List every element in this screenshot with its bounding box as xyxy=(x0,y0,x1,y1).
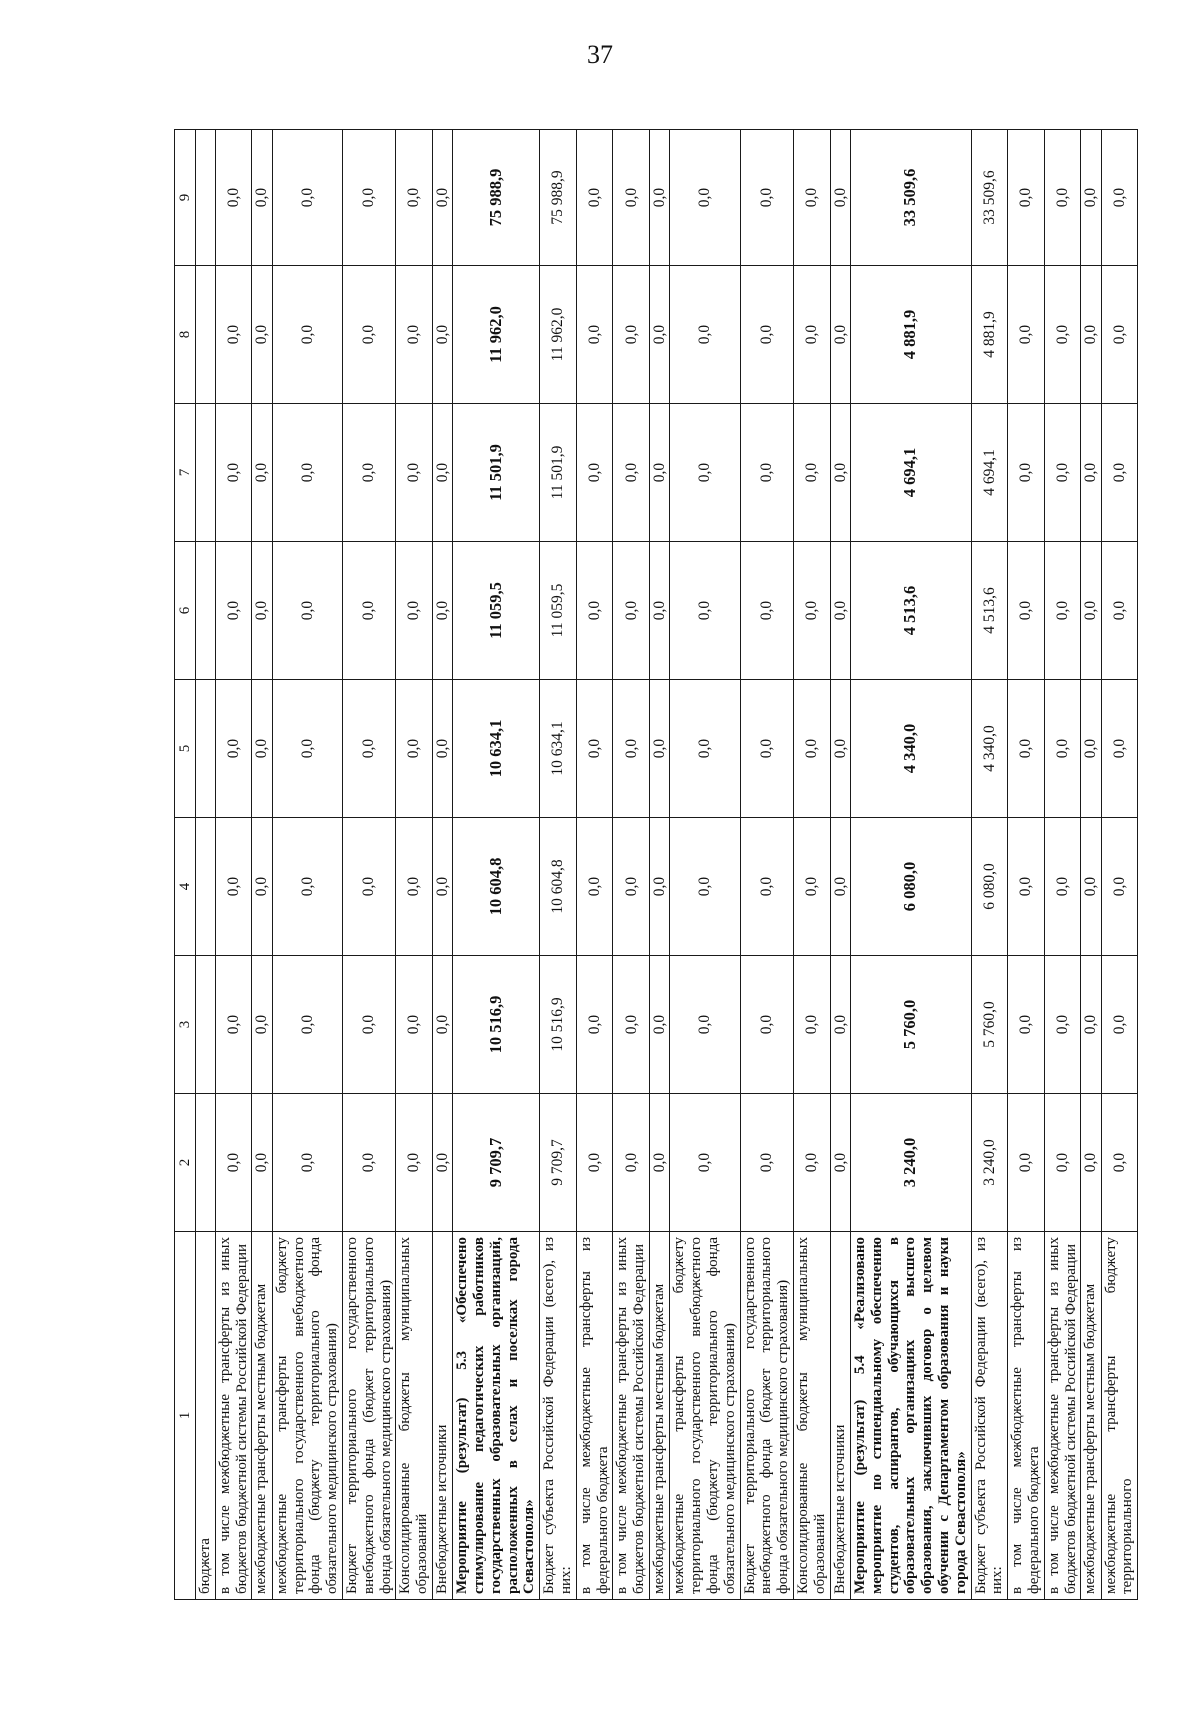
row-label: межбюджетные трансферты местным бюджетам xyxy=(252,1232,272,1600)
value-cell: 0,0 xyxy=(613,542,650,680)
row-label: Внебюджетные источники xyxy=(432,1232,452,1600)
value-cell: 0,0 xyxy=(793,1094,830,1232)
value-cell: 0,0 xyxy=(740,266,793,404)
value-cell: 0,0 xyxy=(432,956,452,1094)
value-cell: 4 881,9 xyxy=(971,266,1008,404)
value-cell: 0,0 xyxy=(396,680,433,818)
value-cell: 0,0 xyxy=(1101,680,1138,818)
value-cell: 0,0 xyxy=(613,130,650,266)
value-cell: 0,0 xyxy=(613,1094,650,1232)
value-cell: 0,0 xyxy=(432,266,452,404)
value-cell: 0,0 xyxy=(793,130,830,266)
value-cell: 0,0 xyxy=(670,680,740,818)
value-cell: 0,0 xyxy=(830,818,850,956)
row-label: Консолидированные бюджеты муниципальных образований xyxy=(396,1232,433,1600)
value-cell: 0,0 xyxy=(650,542,670,680)
value-cell: 0,0 xyxy=(396,818,433,956)
row-label: Внебюджетные источники xyxy=(830,1232,850,1600)
value-cell: 11 059,5 xyxy=(453,542,540,680)
value-cell: 0,0 xyxy=(272,404,342,542)
value-cell: 10 516,9 xyxy=(453,956,540,1094)
value-cell: 33 509,6 xyxy=(971,130,1008,266)
table-row xyxy=(432,130,452,1600)
value-cell: 0,0 xyxy=(793,404,830,542)
value-cell: 0,0 xyxy=(342,542,395,680)
value-cell: 0,0 xyxy=(1008,680,1045,818)
table-row xyxy=(1101,130,1138,1600)
value-cell: 0,0 xyxy=(670,956,740,1094)
table-row xyxy=(971,130,1008,1600)
value-cell: 4 340,0 xyxy=(850,680,971,818)
table-row xyxy=(396,130,433,1600)
value-cell: 0,0 xyxy=(272,542,342,680)
value-cell: 4 513,6 xyxy=(971,542,1008,680)
value-cell: 0,0 xyxy=(793,266,830,404)
value-cell: 5 760,0 xyxy=(850,956,971,1094)
value-cell: 0,0 xyxy=(396,1094,433,1232)
table-row xyxy=(1008,130,1045,1600)
value-cell: 0,0 xyxy=(432,1094,452,1232)
value-cell: 0,0 xyxy=(432,680,452,818)
value-cell: 0,0 xyxy=(252,130,272,266)
value-cell: 0,0 xyxy=(650,818,670,956)
value-cell: 0,0 xyxy=(1008,818,1045,956)
value-cell: 0,0 xyxy=(432,542,452,680)
column-header: 2 xyxy=(175,1094,196,1232)
value-cell: 0,0 xyxy=(576,680,613,818)
table-row xyxy=(740,130,793,1600)
value-cell: 0,0 xyxy=(1008,956,1045,1094)
value-cell: 0,0 xyxy=(432,404,452,542)
row-label: Бюджет территориального государственного внебюджетного фонда (бюджет территориального фонда обязательного медицинского страхования) xyxy=(740,1232,793,1600)
value-cell: 0,0 xyxy=(576,956,613,1094)
value-cell: 0,0 xyxy=(252,404,272,542)
value-cell: 0,0 xyxy=(740,130,793,266)
table-row xyxy=(272,130,342,1600)
value-cell: 0,0 xyxy=(215,542,252,680)
column-header: 5 xyxy=(175,680,196,818)
row-label: в том числе межбюджетные трансферты из иных бюджетов бюджетной системы Российской Федерации xyxy=(613,1232,650,1600)
value-cell: 0,0 xyxy=(1081,1094,1101,1232)
value-cell: 0,0 xyxy=(342,266,395,404)
value-cell: 0,0 xyxy=(1081,130,1101,266)
row-label: Бюджет территориального государственного внебюджетного фонда (бюджет территориального фонда обязательного медицинского страхования) xyxy=(342,1232,395,1600)
value-cell: 0,0 xyxy=(272,680,342,818)
value-cell: 0,0 xyxy=(342,956,395,1094)
table-row xyxy=(613,130,650,1600)
value-cell: 0,0 xyxy=(396,542,433,680)
value-cell: 0,0 xyxy=(1044,680,1081,818)
value-cell: 0,0 xyxy=(1081,956,1101,1094)
row-label: Бюджет субъекта Российской Федерации (всего), из них: xyxy=(540,1232,577,1600)
row-label: в том числе межбюджетные трансферты из иных бюджетов бюджетной системы Российской Федерации xyxy=(215,1232,252,1600)
value-cell xyxy=(196,818,216,956)
value-cell: 33 509,6 xyxy=(850,130,971,266)
value-cell: 0,0 xyxy=(650,130,670,266)
value-cell: 0,0 xyxy=(650,956,670,1094)
value-cell xyxy=(196,404,216,542)
row-label: в том числе межбюджетные трансферты из иных бюджетов бюджетной системы Российской Федерации xyxy=(1044,1232,1081,1600)
value-cell xyxy=(196,680,216,818)
table-row xyxy=(196,130,216,1600)
column-header: 9 xyxy=(175,130,196,266)
value-cell: 0,0 xyxy=(342,404,395,542)
table-row xyxy=(576,130,613,1600)
value-cell: 0,0 xyxy=(215,818,252,956)
value-cell: 6 080,0 xyxy=(850,818,971,956)
row-label: Мероприятие (результат) 5.4 «Реализовано мероприятие по стипендиальному обеспечению студентов, аспирантов, обучающихся в образовательных организациях высшего образования, заключивших договор о целевом обучении с Департаментом образования и науки города Севастополя» xyxy=(850,1232,971,1600)
row-label: в том числе межбюджетные трансферты из федерального бюджета xyxy=(576,1232,613,1600)
value-cell: 0,0 xyxy=(670,130,740,266)
value-cell: 0,0 xyxy=(1081,680,1101,818)
value-cell: 0,0 xyxy=(215,956,252,1094)
value-cell: 11 059,5 xyxy=(540,542,577,680)
value-cell: 0,0 xyxy=(342,1094,395,1232)
value-cell: 0,0 xyxy=(740,680,793,818)
value-cell: 10 634,1 xyxy=(453,680,540,818)
value-cell: 10 634,1 xyxy=(540,680,577,818)
value-cell: 0,0 xyxy=(215,1094,252,1232)
table-row xyxy=(670,130,740,1600)
value-cell: 0,0 xyxy=(613,956,650,1094)
value-cell: 0,0 xyxy=(830,404,850,542)
value-cell xyxy=(196,266,216,404)
value-cell: 0,0 xyxy=(215,130,252,266)
table-row xyxy=(1044,130,1081,1600)
value-cell: 0,0 xyxy=(1044,404,1081,542)
value-cell: 0,0 xyxy=(740,818,793,956)
column-header: 7 xyxy=(175,404,196,542)
value-cell: 0,0 xyxy=(613,680,650,818)
budget-table xyxy=(174,129,1138,1600)
value-cell: 0,0 xyxy=(272,130,342,266)
value-cell: 0,0 xyxy=(576,542,613,680)
value-cell: 0,0 xyxy=(1008,1094,1045,1232)
value-cell: 0,0 xyxy=(1101,266,1138,404)
value-cell: 0,0 xyxy=(650,404,670,542)
value-cell: 0,0 xyxy=(830,956,850,1094)
value-cell: 0,0 xyxy=(432,130,452,266)
value-cell: 0,0 xyxy=(576,130,613,266)
value-cell: 0,0 xyxy=(252,818,272,956)
row-label: в том числе межбюджетные трансферты из федерального бюджета xyxy=(1008,1232,1045,1600)
value-cell: 6 080,0 xyxy=(971,818,1008,956)
value-cell: 0,0 xyxy=(650,680,670,818)
value-cell: 0,0 xyxy=(342,680,395,818)
value-cell: 0,0 xyxy=(740,956,793,1094)
value-cell: 0,0 xyxy=(432,818,452,956)
value-cell: 0,0 xyxy=(1081,266,1101,404)
value-cell: 0,0 xyxy=(576,266,613,404)
value-cell: 4 513,6 xyxy=(850,542,971,680)
table-row-measure xyxy=(453,130,540,1600)
value-cell: 0,0 xyxy=(272,266,342,404)
value-cell xyxy=(196,130,216,266)
value-cell: 0,0 xyxy=(576,1094,613,1232)
value-cell: 0,0 xyxy=(252,680,272,818)
value-cell: 0,0 xyxy=(1008,266,1045,404)
table-row xyxy=(793,130,830,1600)
value-cell: 0,0 xyxy=(670,1094,740,1232)
table-row xyxy=(1081,130,1101,1600)
page-number: 37 xyxy=(587,40,613,69)
row-label: Бюджет субъекта Российской Федерации (всего), из них: xyxy=(971,1232,1008,1600)
value-cell xyxy=(196,1094,216,1232)
value-cell: 0,0 xyxy=(613,818,650,956)
row-label: межбюджетные трансферты местным бюджетам xyxy=(1081,1232,1101,1600)
value-cell: 0,0 xyxy=(793,956,830,1094)
value-cell: 0,0 xyxy=(215,404,252,542)
value-cell: 0,0 xyxy=(1044,956,1081,1094)
value-cell xyxy=(196,542,216,680)
value-cell: 0,0 xyxy=(342,130,395,266)
value-cell: 0,0 xyxy=(252,956,272,1094)
value-cell: 0,0 xyxy=(793,818,830,956)
value-cell: 0,0 xyxy=(1044,1094,1081,1232)
value-cell: 75 988,9 xyxy=(453,130,540,266)
value-cell: 0,0 xyxy=(740,1094,793,1232)
rotated-table-container xyxy=(174,130,1184,1600)
value-cell: 0,0 xyxy=(1044,130,1081,266)
value-cell: 0,0 xyxy=(576,404,613,542)
value-cell: 0,0 xyxy=(1101,542,1138,680)
table-row xyxy=(650,130,670,1600)
value-cell: 0,0 xyxy=(396,404,433,542)
value-cell: 0,0 xyxy=(830,542,850,680)
value-cell: 0,0 xyxy=(793,680,830,818)
table-row xyxy=(252,130,272,1600)
value-cell: 0,0 xyxy=(1101,956,1138,1094)
column-header-row xyxy=(175,130,196,1600)
table-row-measure xyxy=(850,130,971,1600)
value-cell: 0,0 xyxy=(1044,818,1081,956)
value-cell: 0,0 xyxy=(670,542,740,680)
value-cell: 0,0 xyxy=(215,266,252,404)
row-label: межбюджетные трансферты бюджету территориального государственного внебюджетного фонда (бюджету территориального фонда обязательного медицинского страхования) xyxy=(670,1232,740,1600)
value-cell: 0,0 xyxy=(670,266,740,404)
value-cell: 0,0 xyxy=(396,130,433,266)
value-cell: 0,0 xyxy=(830,130,850,266)
value-cell: 0,0 xyxy=(740,404,793,542)
value-cell: 0,0 xyxy=(252,542,272,680)
value-cell: 10 604,8 xyxy=(453,818,540,956)
value-cell: 0,0 xyxy=(650,1094,670,1232)
value-cell: 0,0 xyxy=(830,1094,850,1232)
value-cell: 11 501,9 xyxy=(453,404,540,542)
value-cell: 0,0 xyxy=(272,818,342,956)
value-cell: 4 881,9 xyxy=(850,266,971,404)
row-label: бюджета xyxy=(196,1232,216,1600)
value-cell: 5 760,0 xyxy=(971,956,1008,1094)
table-row xyxy=(540,130,577,1600)
value-cell: 0,0 xyxy=(272,1094,342,1232)
value-cell xyxy=(196,956,216,1094)
value-cell: 9 709,7 xyxy=(453,1094,540,1232)
value-cell: 11 501,9 xyxy=(540,404,577,542)
value-cell: 0,0 xyxy=(576,818,613,956)
value-cell: 0,0 xyxy=(613,266,650,404)
value-cell: 4 340,0 xyxy=(971,680,1008,818)
column-header: 4 xyxy=(175,818,196,956)
row-label: межбюджетные трансферты бюджету территориального государственного внебюджетного фонда (бюджету территориального фонда обязательного медицинского страхования) xyxy=(272,1232,342,1600)
table-row xyxy=(215,130,252,1600)
value-cell: 0,0 xyxy=(793,542,830,680)
value-cell: 0,0 xyxy=(1081,404,1101,542)
value-cell: 0,0 xyxy=(1101,818,1138,956)
value-cell: 4 694,1 xyxy=(850,404,971,542)
table-row xyxy=(342,130,395,1600)
column-header: 6 xyxy=(175,542,196,680)
value-cell: 0,0 xyxy=(1101,404,1138,542)
value-cell: 0,0 xyxy=(830,680,850,818)
value-cell: 0,0 xyxy=(1008,130,1045,266)
value-cell: 0,0 xyxy=(830,266,850,404)
table-row xyxy=(830,130,850,1600)
value-cell: 0,0 xyxy=(252,266,272,404)
row-label: межбюджетные трансферты бюджету территориального xyxy=(1101,1232,1138,1600)
column-header: 3 xyxy=(175,956,196,1094)
value-cell: 0,0 xyxy=(670,818,740,956)
value-cell: 0,0 xyxy=(670,404,740,542)
value-cell: 10 604,8 xyxy=(540,818,577,956)
value-cell: 0,0 xyxy=(1044,266,1081,404)
value-cell: 0,0 xyxy=(1101,1094,1138,1232)
value-cell: 0,0 xyxy=(396,956,433,1094)
value-cell: 0,0 xyxy=(1101,130,1138,266)
value-cell: 0,0 xyxy=(1081,542,1101,680)
value-cell: 11 962,0 xyxy=(540,266,577,404)
value-cell: 0,0 xyxy=(1044,542,1081,680)
column-header: 8 xyxy=(175,266,196,404)
row-label: межбюджетные трансферты местным бюджетам xyxy=(650,1232,670,1600)
value-cell: 0,0 xyxy=(272,956,342,1094)
column-header: 1 xyxy=(175,1232,196,1600)
value-cell: 4 694,1 xyxy=(971,404,1008,542)
value-cell: 0,0 xyxy=(342,818,395,956)
value-cell: 0,0 xyxy=(1081,818,1101,956)
value-cell: 0,0 xyxy=(396,266,433,404)
value-cell: 9 709,7 xyxy=(540,1094,577,1232)
value-cell: 0,0 xyxy=(252,1094,272,1232)
row-label: Консолидированные бюджеты муниципальных образований xyxy=(793,1232,830,1600)
value-cell: 0,0 xyxy=(1008,404,1045,542)
value-cell: 0,0 xyxy=(1008,542,1045,680)
value-cell: 3 240,0 xyxy=(850,1094,971,1232)
value-cell: 11 962,0 xyxy=(453,266,540,404)
row-label: Мероприятие (результат) 5.3 «Обеспечено стимулирование педагогических работников государственных образовательных организаций, расположенных в селах и поселках города Севастополя» xyxy=(453,1232,540,1600)
value-cell: 0,0 xyxy=(613,404,650,542)
value-cell: 75 988,9 xyxy=(540,130,577,266)
value-cell: 10 516,9 xyxy=(540,956,577,1094)
value-cell: 0,0 xyxy=(215,680,252,818)
value-cell: 0,0 xyxy=(650,266,670,404)
value-cell: 0,0 xyxy=(740,542,793,680)
value-cell: 3 240,0 xyxy=(971,1094,1008,1232)
